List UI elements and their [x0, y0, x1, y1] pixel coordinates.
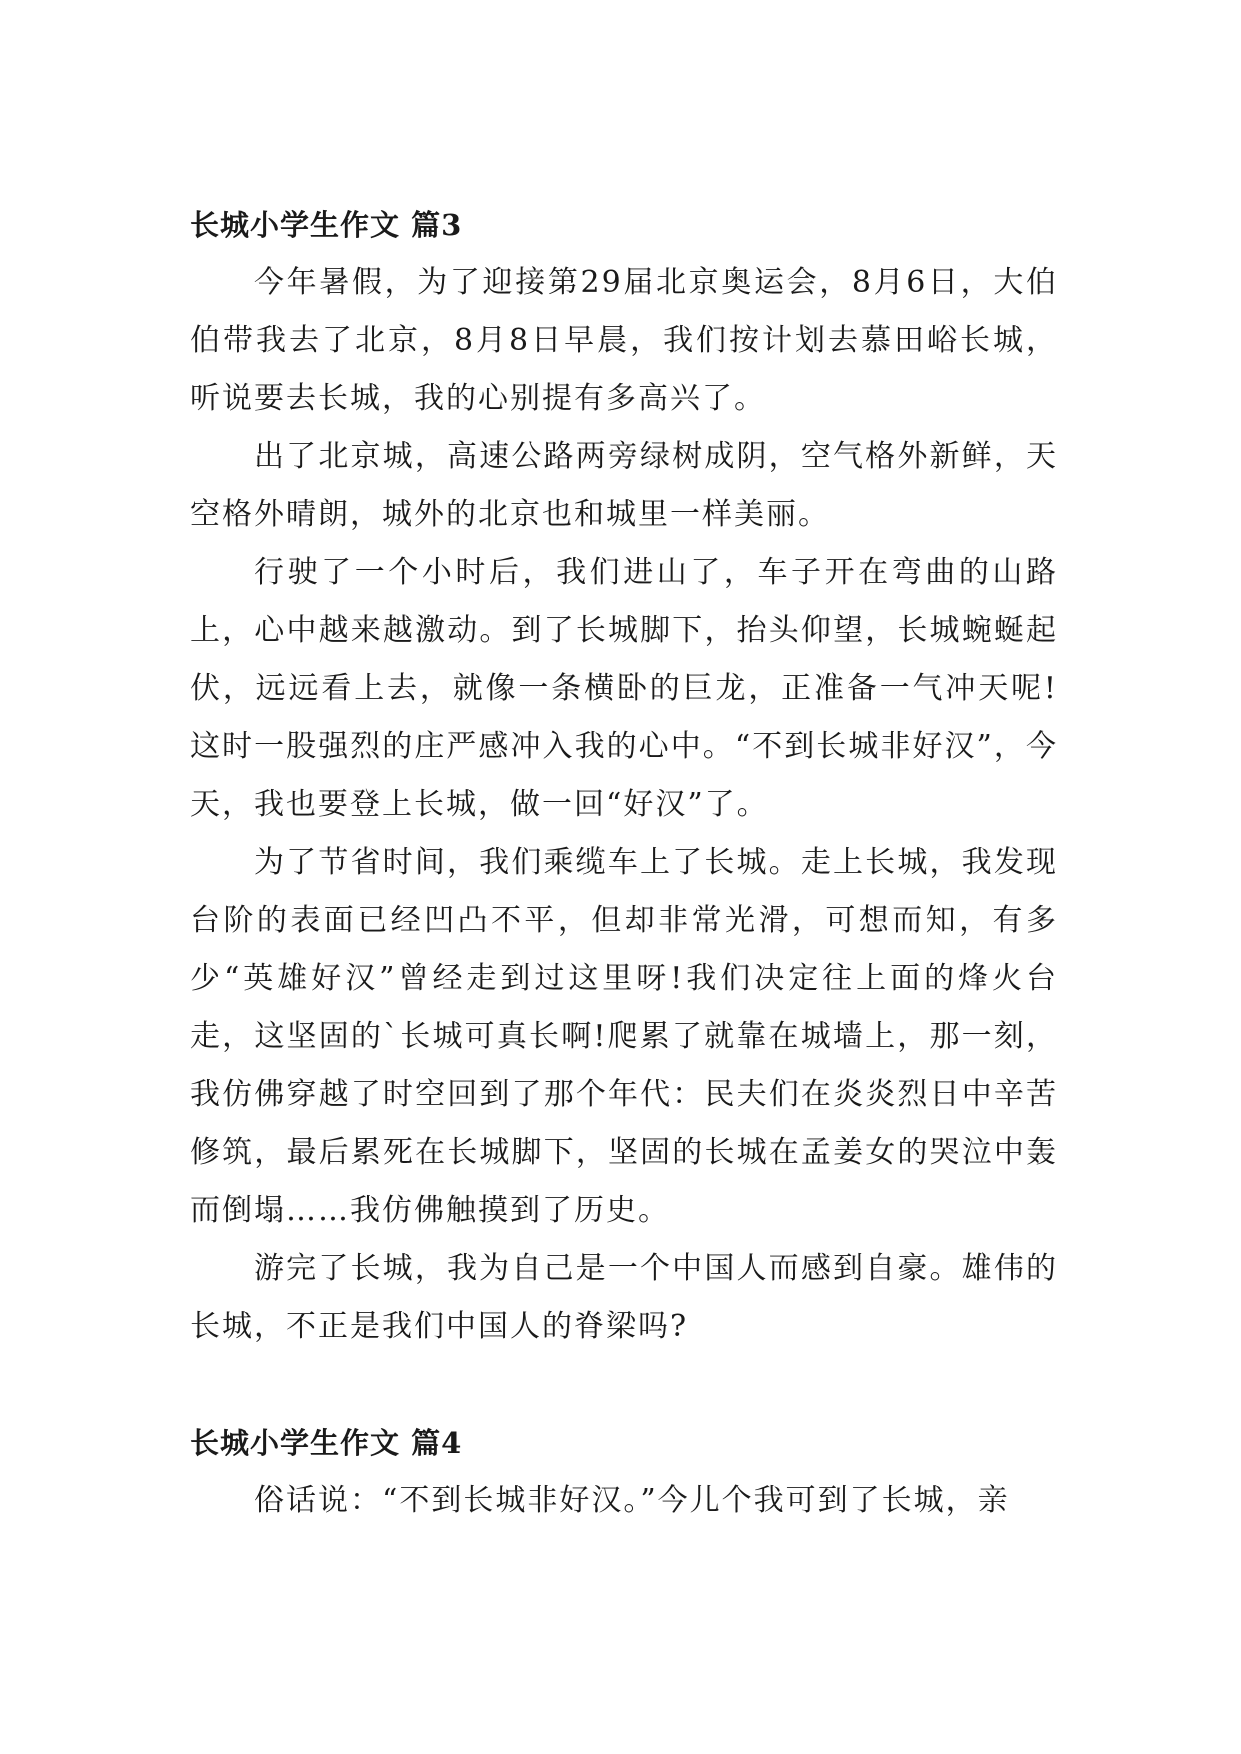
paragraph: 今年暑假，为了迎接第29届北京奥运会，8月6日，大伯伯带我去了北京，8月8日早晨，我们按计划去慕田峪长城，听说要去长城，我的心别提有多高兴了。: [190, 265, 1058, 416]
paragraph: 行驶了一个小时后，我们进山了，车子开在弯曲的山路上，心中越来越激动。到了长城脚下，抬头仰望，长城蜿蜒起伏，远远看上去，就像一条横卧的巨龙，正准备一气冲天呢!这时一股强烈的庄严感冲入我的心中。“不到长城非好汉”，今天，我也要登上长城，做一回“好汉”了。: [190, 555, 1058, 822]
paragraph: 俗话说：“不到长城非好汉。”今儿个我可到了长城，亲: [254, 1483, 1010, 1518]
section-title-4: 长城小学生作文 篇4: [190, 1426, 463, 1460]
document-content: [190, 196, 1058, 1530]
section-spacer: [190, 1356, 1058, 1414]
paragraph: 出了北京城，高速公路两旁绿树成阴，空气格外新鲜，天空格外晴朗，城外的北京也和城里一样美丽。: [190, 439, 1058, 532]
paragraph: 游完了长城，我为自己是一个中国人而感到自豪。雄伟的长城，不正是我们中国人的脊梁吗?: [190, 1251, 1058, 1344]
paragraph: 为了节省时间，我们乘缆车上了长城。走上长城，我发现台阶的表面已经凹凸不平，但却非常光滑，可想而知，有多少“英雄好汉”曾经走到过这里呀!我们决定往上面的烽火台走，这坚固的`长城可真长啊!爬累了就靠在城墙上，那一刻，我仿佛穿越了时空回到了那个年代：民夫们在炎炎烈日中辛苦修筑，最后累死在长城脚下，坚固的长城在孟姜女的哭泣中轰而倒塌……我仿佛触摸到了历史。: [190, 845, 1058, 1228]
section-title-3: 长城小学生作文 篇3: [190, 208, 463, 242]
